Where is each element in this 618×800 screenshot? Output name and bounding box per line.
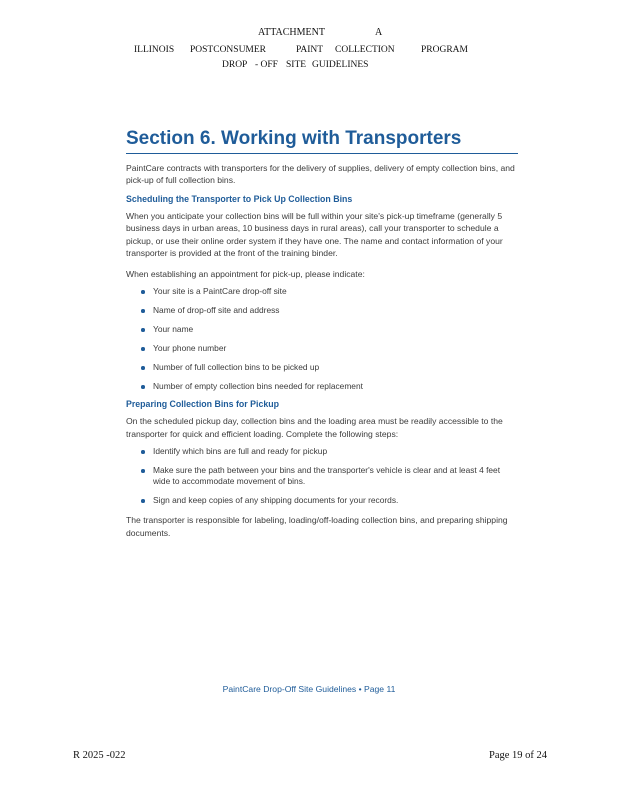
list-item [153, 305, 518, 316]
list-item-text: Identify which bins are full and ready for pickup [153, 446, 328, 457]
header-word: DROP [222, 60, 248, 70]
attachment-label: ATTACHMENT [258, 27, 325, 38]
appointment-list [126, 286, 518, 392]
page-footer: PaintCare Drop-Off Site Guidelines • Page 11 [222, 684, 396, 694]
header-word: - OFF [255, 60, 278, 70]
header-word: SITE [286, 60, 307, 70]
bullet-icon [141, 450, 145, 454]
list-item-text: Name of drop-off site and address [153, 305, 280, 316]
bullet-icon [141, 328, 145, 332]
list-item [153, 495, 518, 506]
bullet-icon [141, 499, 145, 503]
header-word: COLLECTION [335, 45, 395, 55]
list-item-text: Sign and keep copies of any shipping documents for your records. [153, 495, 399, 506]
section-content [126, 128, 518, 539]
page-number: Page 19 of 24 [489, 750, 548, 761]
scheduling-paragraph: When you anticipate your collection bins will be full within your site's pick-up timeframe (generally 5 business days in urban areas, 10 business days in rural areas), call your transporter to schedule a pickup, or use their online order system if they have one. The name and contact information of your transporter is provided at the front of the training binder. [126, 210, 503, 259]
bullet-icon [141, 309, 145, 313]
list-item-text: Make sure the path between your bins and the transporter's vehicle is clear and at least 4 feet wide to accommodate movement of bins. [153, 465, 501, 487]
preparing-paragraph: On the scheduled pickup day, collection bins and the loading area must be readily accessible to the transporter for quick and efficient loading. Complete the following steps: [126, 416, 503, 439]
list-item [153, 465, 518, 487]
list-item-text: Your name [153, 324, 194, 335]
closing-paragraph: The transporter is responsible for labeling, loading/off-loading collection bins, and preparing shipping documents. [126, 515, 508, 538]
subheading-preparing: Preparing Collection Bins for Pickup [126, 399, 279, 410]
steps-list [126, 446, 518, 506]
list-item-text: Number of empty collection bins needed for replacement [153, 381, 363, 392]
header-word: GUIDELINES [312, 60, 369, 70]
appointment-paragraph: When establishing an appointment for pick-up, please indicate: [126, 268, 365, 279]
list-item-text: Your phone number [153, 343, 227, 354]
section-title: Section 6. Working with Transporters [126, 128, 518, 154]
list-item [153, 446, 518, 457]
header-word: PAINT [296, 45, 324, 55]
header-word: POSTCONSUMER [190, 45, 267, 55]
bullet-icon [141, 366, 145, 370]
attachment-letter: A [375, 27, 383, 38]
bullet-icon [141, 347, 145, 351]
list-item [153, 362, 518, 373]
header-word: PROGRAM [421, 45, 468, 55]
document-number: R 2025 -022 [73, 750, 126, 761]
header-word: ILLINOIS [134, 45, 175, 55]
bullet-icon [141, 290, 145, 294]
bullet-icon [141, 385, 145, 389]
list-item-text: Number of full collection bins to be picked up [153, 362, 320, 373]
subheading-scheduling: Scheduling the Transporter to Pick Up Collection Bins [126, 193, 353, 204]
list-item [153, 286, 518, 297]
list-item [153, 381, 518, 392]
list-item [153, 343, 518, 354]
list-item-text: Your site is a PaintCare drop-off site [153, 286, 287, 297]
bullet-icon [141, 469, 145, 473]
intro-paragraph: PaintCare contracts with transporters for the delivery of supplies, delivery of empty collection bins, and pick-up of full collection bins. [126, 162, 515, 186]
list-item [153, 324, 518, 335]
